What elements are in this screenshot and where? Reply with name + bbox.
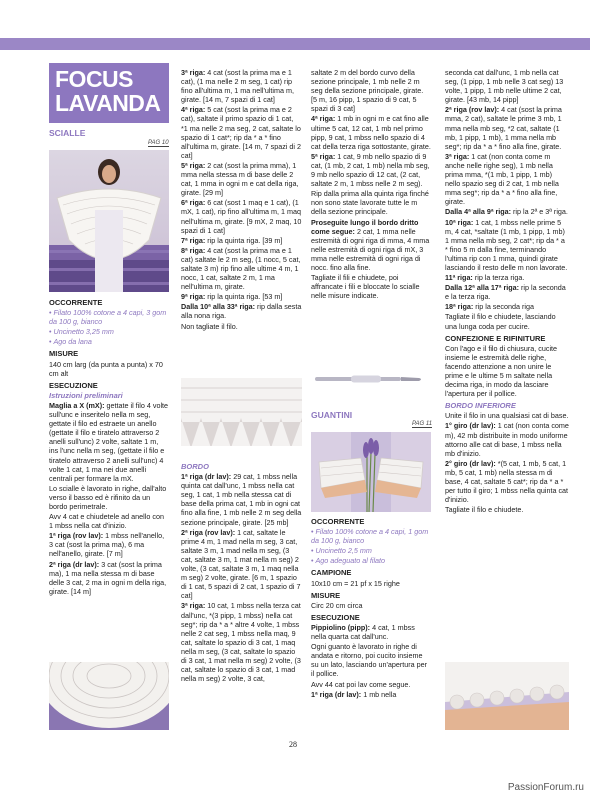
scialle-occorrente-item: • Filato 100% cotone a 4 capi, 3 gom da 100 g, bianco: [49, 308, 167, 327]
paragraph: 9ª riga: rip la quinta riga. [53 m]: [181, 292, 283, 302]
paragraph: 1ª riga (dr lav): 29 cat, 1 mbss nella quinta cat dall'unc, 1 mbss nella cat seg, 1 cat, 1 mb nella stessa cat di base della prima cat, 1 mb in ogni cat fino alla fine, 1 mb nelle 2 m seg della sezione principale, girate. [25 mb]: [181, 472, 302, 527]
paragraph: 3ª riga: 4 cat (sost la prima ma e 1 cat), (1 ma nelle 2 m seg, 1 cat) rip fino all'ultima m, 1 ma nell'ultima m, girate. [14 m, 7 spazi di 1 cat]: [181, 68, 294, 105]
focus-title-box: [49, 63, 169, 123]
paragraph: 10ª riga: 1 cat, 1 mbss nelle prime 5 m, 4 cat, *saltate (1 mb, 1 pipp, 1 mb) 1 mma nella mb seg, 2 cat*; rip da * a * fino 5 m dalla fine, terminando l'ultima rip con 1 mma, quindi girate lasciando il resto delle m non lavorate.: [445, 217, 568, 272]
scialle-misure-text: 140 cm larg (da punta a punta) x 70 cm alt: [49, 359, 163, 378]
guantini-occorrente-heading: OCCORRENTE: [311, 517, 365, 526]
guantini-occorrente-item: • Ago adeguato al filato: [311, 556, 386, 566]
top-color-bar: [0, 38, 590, 50]
focus-title-line2: LAVANDA: [55, 90, 161, 116]
paragraph: Unite il filo in una qualsiasi cat di base.: [445, 411, 569, 421]
paragraph: 5ª riga: 1 cat, 9 mb nello spazio di 9 cat, (1 mb, 2 cat, 1 mb) nella mb seg, 9 mb nello spazio di 12 cat, (2 cat, saltate 2 m, 1 mbss nelle 2 m seg).: [311, 151, 430, 189]
guantini-section: [311, 514, 431, 700]
focus-title-line1: FOCUS: [55, 66, 133, 92]
paragraph: seconda cat dall'unc, 1 mb nella cat seg, (1 pipp, 1 mb nelle 3 cat seg) 13 volte, 1 pipp, 1 mb nelle ultime 2 cat, girate. [43 mb, 14 pipp]: [445, 68, 564, 105]
scialle-occorrente-item: • Ago da lana: [49, 337, 92, 347]
guantini-esecuzione-heading: ESECUZIONE: [311, 612, 360, 622]
column-3: [311, 68, 431, 301]
column-2: [181, 68, 302, 332]
page-number: 28: [289, 740, 297, 749]
paragraph: 4ª riga: 5 cat (sost la prima ma e 2 cat), saltate il primo spazio di 1 cat, *1 ma nelle 2 ma seg, 2 cat, saltate lo spazio di 1 cat*; rip da * a * fino all'ultima m, girate. [14 m, 7 spazi di 2 cat]: [181, 105, 302, 160]
paragraph: Proseguite lungo il bordo dritto come segue: 2 cat, 1 mma nelle estremità di ogni riga di mma, 4 mma nelle estremità di ogni riga di mX, 3 mma nelle estremità di ogni riga di nocc. fino alla fine.: [311, 217, 430, 272]
paragraph: Lo scialle è lavorato in righe, dall'alto verso il basso ed è rifinito da un bordo perimetrale.: [49, 483, 167, 511]
paragraph: 1° giro (dr lav): 1 cat (non conta come m), 42 mb distribuite in modo uniforme attorno alle cat di base, 1 mbss nella mb d'inizio.: [445, 421, 569, 458]
paragraph: 3ª riga: 10 cat, 1 mbss nella terza cat dall'unc, *(3 pipp, 1 mbss) nella cat seg*; rip da * a * altre 4 volte, 1 mbss nelle 2 cat seg, 1 mbss nella maq, 9 cat, saltate lo spazio di 3 cat, 1 maq nella m seg, (3 cat, saltate lo spazio di 3 cat, 1 mat nella m seg) 2 volte, (3 cat, saltate lo spazio di 3 cat, 1 mad nella m seg) 2 volte, 3 cat,: [181, 601, 301, 684]
guantini-occorrente-item: • Uncinetto 2,5 mm: [311, 546, 372, 556]
scialle-esecuzione-heading: ESECUZIONE: [49, 380, 98, 390]
paragraph: Pippiolino (pipp): 4 cat, 1 mbss nella quarta cat dall'unc.: [311, 622, 415, 642]
paragraph: 5ª riga: 2 cat (sost la prima mma), 1 mma nella stessa m di base delle 2 cat, 1 mma in ogni m e cat della riga, girate. [29 m]: [181, 160, 299, 198]
paragraph: 8ª riga: 4 cat (sost la prima ma e 1 cat) saltate le 2 m seg, (1 nocc, 5 cat, saltate 3 m) rip fino alle ultime 4 m, 1 nocc, 1 cat, saltate 2 m, 1 ma nell'ultima m, girate.: [181, 245, 301, 292]
guantini-occorrente-item: • Filato 100% cotone a 4 capi, 1 gom da 100 g, bianco: [311, 527, 429, 546]
paragraph: saltate 2 m del bordo curvo della sezione principale, 1 mb nelle 2 m seg della sezione principale, girate. [5 m, 16 pipp, 1 spazio di 9 cat, 5 spazi di 3 cat]: [311, 68, 424, 114]
column-4: [445, 68, 569, 515]
paragraph: Dalla 10ª alla 33ª riga: rip dalla sesta alla nona riga.: [181, 302, 302, 321]
watermark: PassionForum.ru: [507, 782, 584, 793]
paragraph: Maglia a X (mX): gettate il filo 4 volte sull'unc e inseritelo nella m seg, gettate il filo ed estraete un anello (gettate il filo e tiratelo attraverso 2 anelli sull'unc) 2 volte, saltate 1 m, ins l'unc nella m seg, (gettate il filo e tiratelo attraverso 2 anelli sull'unc) 4 volte 1 cat, 1 ma nei due anelli centrali per formare la mX.: [49, 400, 169, 483]
paragraph: Tagliate il filo e chiudete.: [445, 505, 524, 515]
guantini-campione-text: 10x10 cm = 21 pf x 15 righe: [311, 578, 400, 588]
shawl-photo: [49, 150, 169, 292]
confezione-heading: CONFEZIONE E RIFINITURE: [445, 333, 546, 343]
scialle-page-ref: PAG 10: [148, 140, 169, 146]
paragraph: 2ª riga (rov lav): 1 cat, saltate le prime 4 m, 1 mad nella m seg, 3 cat, saltate 3 m, 1 mad nella m seg, (3 cat, saltate 3 m, 1 mat nella m seg) 2 volte, (3 cat, saltate 3 m, 1 maq nella m seg) 2 volte, girate. [6 m, 1 spazio di 1 cat, 5 spazi di 2 cat, 1 spazio di 7 cat]: [181, 527, 301, 601]
istruzioni-heading: Istruzioni preliminari: [49, 390, 123, 400]
guantini-misure-text: Circ 20 cm circa: [311, 600, 363, 610]
crochet-hook-icon: [311, 372, 431, 386]
bordo-heading: BORDO: [181, 462, 209, 471]
gloves-photo: [311, 432, 431, 512]
scialle-occorrente-heading: OCCORRENTE: [49, 298, 103, 307]
shawl-border-photo: [181, 378, 302, 458]
paragraph: Avv 4 cat e chiudetele ad anello con 1 mbss nella cat d'inizio.: [49, 512, 164, 531]
paragraph: 6ª riga: 6 cat (sost 1 maq e 1 cat), (1 mX, 1 cat), rip fino all'ultima m, 1 maq nell'ultima m, girate. [9 mX, 2 maq, 10 spazi di 1 cat]: [181, 198, 302, 235]
paragraph: Avv 44 cat poi lav come segue.: [311, 679, 411, 689]
paragraph: 2ª riga (dr lav): 3 cat (sost la prima ma), 1 ma nella stessa m di base delle 3 cat, 2 ma in ogni m della riga, girate. [14 m]: [49, 559, 167, 596]
guantini-title: GUANTINI: [311, 410, 353, 420]
scialle-title: SCIALLE: [49, 128, 86, 138]
bordo-section: [181, 462, 302, 684]
confezione-text: Con l'ago e il filo di chiusura, cucite insieme le estremità delle righe, facendo attenzione a non unire le prime e le ultime 5 m saltate nella decima riga, in modo da lasciare l'apertura per il pollice.: [445, 343, 558, 399]
paragraph: 1ª riga (dr lav): 1 mb nella: [311, 689, 397, 699]
glove-edge-photo: [445, 662, 569, 730]
paragraph: 7ª riga: rip la quinta riga. [39 m]: [181, 235, 283, 245]
scialle-occorrente-item: • Uncinetto 3,25 mm: [49, 327, 114, 337]
guantini-misure-heading: MISURE: [311, 590, 341, 600]
paragraph: 4ª riga: 1 mb in ogni m e cat fino alle ultime 5 cat, 12 cat, 1 mb nel primo pipp, 9 cat, 1 mbss nello spazio di 4 cat della terza riga sottostante, girate.: [311, 114, 431, 151]
column-1: [49, 295, 169, 597]
paragraph: 1ª riga (rov lav): 1 mbss nell'anello, 3 cat (sost la prima ma), 6 ma nell'anello, girate. [7 m]: [49, 531, 165, 559]
paragraph: 2ª riga (rov lav): 4 cat (sost la prima mma, 2 cat), saltate le prime 3 mb, 1 mma nella mb seg, *2 cat, saltate (1 mb, 1 pipp, 1 mb), 1 mma nella mb seg*; rip da * a * fino alla fine, girate.: [445, 105, 562, 151]
bordo-inferiore-heading: BORDO INFERIORE: [445, 401, 516, 411]
scialle-misure-heading: MISURE: [49, 349, 79, 359]
paragraph: Dalla 4ª alla 9ª riga: rip la 2ª e 3ª riga.: [445, 207, 568, 217]
guantini-campione-heading: CAMPIONE: [311, 568, 352, 578]
paragraph: 2° giro (dr lav): *(5 cat, 1 mb, 5 cat, 1 mb, 5 cat, 1 mb) nella stessa m di base, 4 cat, saltate 5 cat*; rip da * a * per tutto il giro; 1 mbss nella quinta cat d'inizio.: [445, 458, 569, 505]
paragraph: 11ª riga: rip la terza riga.: [445, 273, 525, 283]
paragraph: Non tagliate il filo.: [181, 321, 238, 331]
paragraph: Tagliate il filo e chiudete, lasciando una lunga coda per cucire.: [445, 312, 556, 331]
paragraph: 18ª riga: rip la seconda riga: [445, 302, 534, 312]
paragraph: Rip dalla prima alla quinta riga finché non sono state lavorate tutte le m della sezione principale.: [311, 189, 429, 217]
paragraph: Ogni guanto è lavorato in righe di andata e ritorno, poi cucito insieme su un lato, lasciando un'apertura per il pollice.: [311, 642, 428, 679]
guantini-page-ref: PAG 11: [412, 421, 433, 427]
paragraph: Tagliate il fili e chiudete, poi affrancate i fili e bloccate lo scialle nelle misure indicate.: [311, 273, 420, 301]
paragraph: 3ª riga: 1 cat (non conta come m anche nelle righe seg), 1 mb nella prima mma, *(1 mb, 1 pipp, 1 mb) nello spazio seg di 2 cat, 1 mb nella mma seg*; rip da * a * fino alla fine, girate.: [445, 151, 559, 207]
shawl-detail-photo: [49, 662, 169, 730]
paragraph: Dalla 12ª alla 17ª riga: rip la seconda e la terza riga.: [445, 283, 566, 302]
